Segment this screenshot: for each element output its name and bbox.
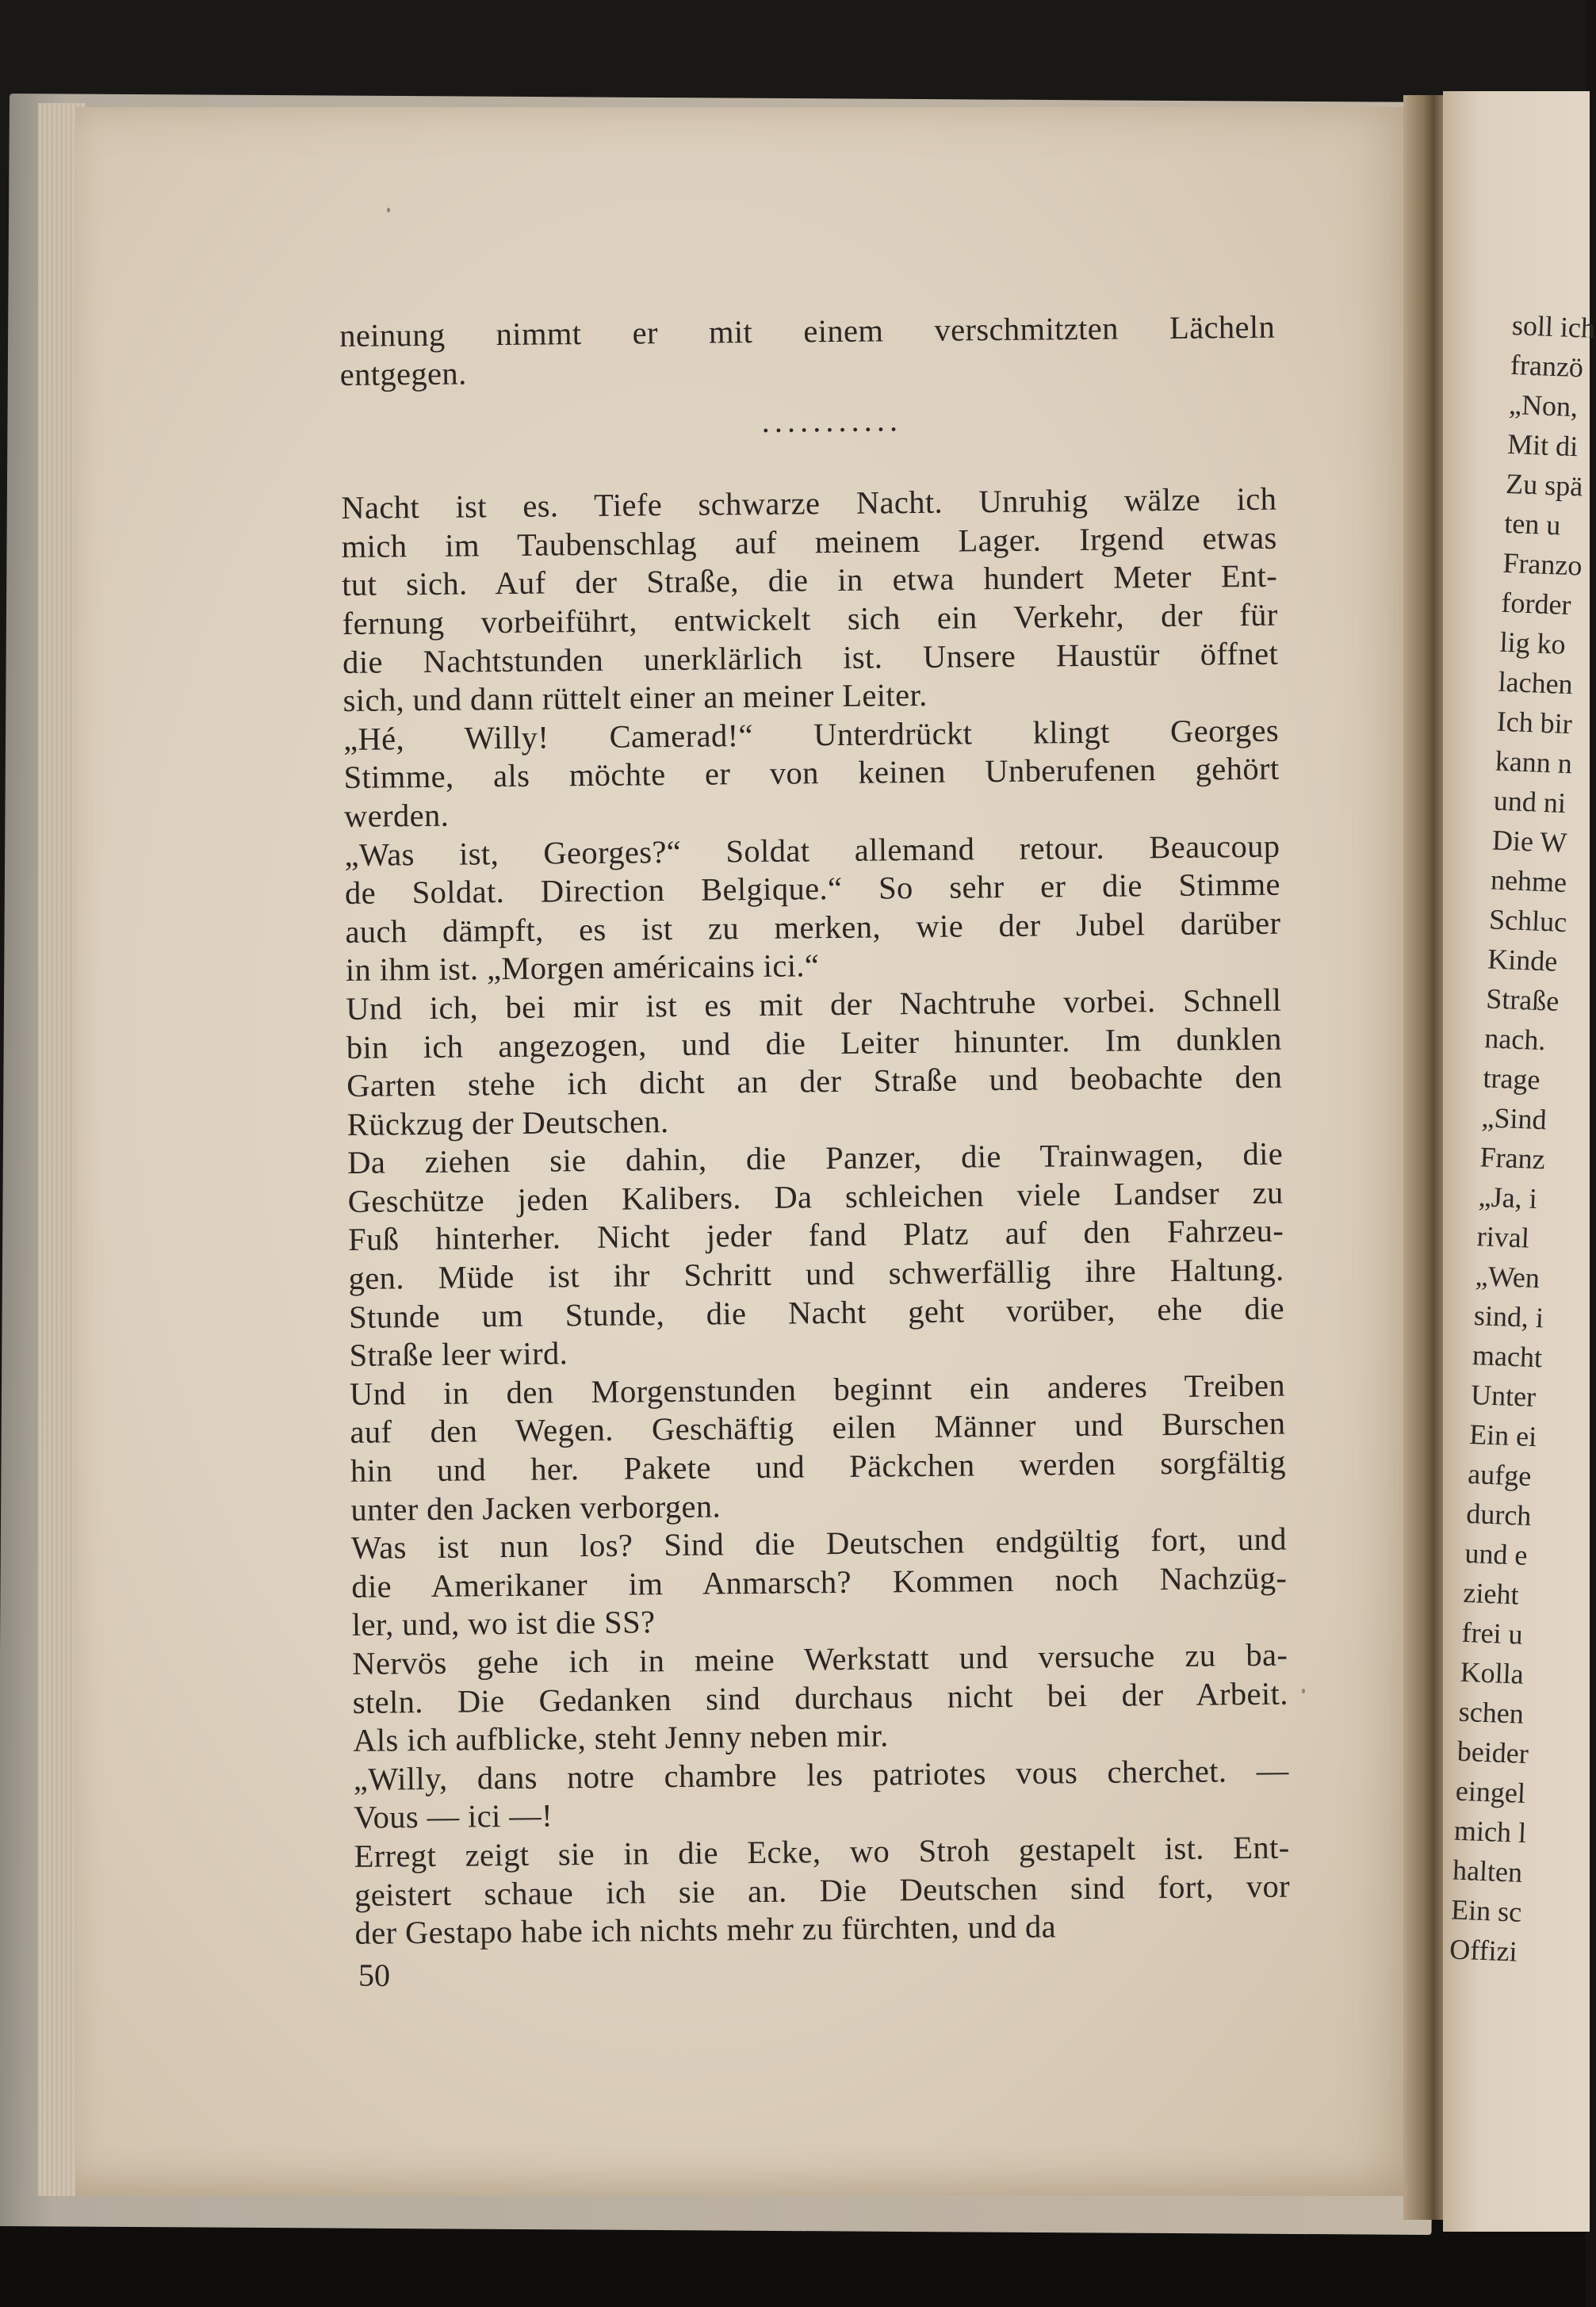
text-line: „Was ist, Georges?“ Soldat allemand retour. Beaucoup — [344, 828, 1280, 873]
right-page-fragment: beider — [1456, 1735, 1529, 1770]
text-line: Da ziehen sie dahin, die Panzer, die Trainwagen, die — [347, 1135, 1284, 1181]
right-page-fragment: Zu spä — [1505, 467, 1584, 503]
right-page-fragment: „Ja, i — [1478, 1180, 1538, 1215]
text-line: Vous — ici —! — [353, 1797, 553, 1836]
right-page-fragment: Kolla — [1460, 1655, 1525, 1690]
right-page-fragment: Kinde — [1487, 943, 1559, 978]
text-line: fernung vorbeiführt, entwickelt sich ein Verkehr, der für — [342, 596, 1278, 641]
text-line: Erregt zeigt sie in die Ecke, wo Stroh gestapelt ist. Ent- — [354, 1829, 1290, 1874]
text-line: werden. — [343, 797, 450, 834]
right-page-fragment: eingel — [1455, 1774, 1526, 1809]
text-line: de Soldat. Direction Belgique.“ So sehr er die Stimme — [344, 866, 1281, 912]
page-number: 50 — [358, 1957, 390, 1993]
text-line: die Nachtstunden unerklärlich ist. Unsere Haustür öffnet — [342, 635, 1279, 680]
text-line: Stunde um Stunde, die Nacht geht vorüber, ehe die — [348, 1290, 1285, 1335]
text-line: unter den Jacken verborgen. — [350, 1488, 721, 1528]
right-page-fragment: trage — [1482, 1062, 1541, 1096]
right-page-fragment: franzö — [1510, 348, 1584, 384]
text-line: bin ich angezogen, und die Leiter hinunter. Im dunklen — [346, 1020, 1283, 1066]
right-page-fragment: „Wen — [1475, 1260, 1541, 1295]
right-page-fragment: Mit di — [1506, 427, 1579, 463]
right-page-fragment: kann n — [1495, 744, 1573, 780]
text-line: „Hé, Willy! Camerad!“ Unterdrückt klingt Georges — [343, 712, 1280, 757]
text-line: Garten stehe ich dicht an der Straße und beobachte den — [346, 1058, 1283, 1104]
right-page-fragment: lachen — [1497, 665, 1574, 701]
text-line: Nacht ist es. Tiefe schwarze Nacht. Unruhig wälze ich — [341, 480, 1277, 526]
right-page-fragment: ten u — [1503, 507, 1562, 541]
right-page-fragment: schen — [1458, 1695, 1525, 1730]
right-page-fragment: zieht — [1462, 1576, 1520, 1611]
right-page-fragment: mich l — [1453, 1814, 1527, 1850]
text-line: Und in den Morgenstunden beginnt ein anderes Treiben — [349, 1367, 1286, 1412]
right-page-fragment: durch — [1465, 1497, 1533, 1532]
right-page-fragment: und ni — [1493, 784, 1567, 820]
right-page-fragment: halten — [1452, 1854, 1523, 1888]
text-line: Rückzug der Deutschen. — [346, 1103, 669, 1142]
text-line: Straße leer wird. — [349, 1335, 568, 1374]
left-page-text — [339, 308, 1291, 1953]
right-page-fragment: soll ich — [1511, 308, 1596, 344]
right-page-fragment: nach. — [1483, 1022, 1547, 1057]
right-page-fragment: Ich bir — [1496, 705, 1573, 740]
right-page-fragment: Franz — [1479, 1141, 1546, 1176]
text-line: Was ist nun los? Sind die Deutschen endgültig fort, und — [350, 1521, 1288, 1567]
text-line: Geschütze jeden Kalibers. Da schleichen viele Landser zu — [347, 1174, 1284, 1219]
text-line: tut sich. Auf der Straße, die in etwa hundert Meter Ent- — [342, 558, 1278, 603]
text-line: hin und her. Pakete und Päckchen werden sorgfältig — [350, 1444, 1287, 1489]
text-line: neinung nimmt er mit einem verschmitzten Lächeln — [339, 308, 1276, 354]
text-line: mich im Taubenschlag auf meinem Lager. Irgend etwas — [341, 519, 1277, 564]
right-page-fragment: Unter — [1470, 1379, 1537, 1414]
paper-speck — [387, 208, 390, 212]
right-page-fragment: sind, i — [1473, 1299, 1544, 1334]
right-page-fragment: rival — [1476, 1220, 1530, 1254]
body-paragraphs — [341, 480, 1291, 1953]
right-page-fragment: Franzo — [1502, 546, 1583, 582]
right-page-fragment: macht — [1472, 1339, 1543, 1374]
right-page-fragment: nehme — [1490, 863, 1567, 899]
right-page-fragment: Die W — [1491, 824, 1568, 859]
right-page-fragment: Ein sc — [1450, 1893, 1522, 1928]
right-page-fragment: aufge — [1467, 1457, 1533, 1492]
right-page-fragment: Straße — [1485, 982, 1560, 1017]
text-line: steln. Die Gedanken sind durchaus nicht bei der Arbeit. — [352, 1675, 1288, 1720]
right-page-fragment: und e — [1464, 1536, 1529, 1571]
text-line: der Gestapo habe ich nichts mehr zu fürchten, und da — [354, 1908, 1057, 1952]
book-gutter — [1403, 95, 1447, 2220]
text-line: Fuß hinterher. Nicht jeder fand Platz auf den Fahrzeu- — [347, 1213, 1284, 1258]
right-page-fragment: Ein ei — [1468, 1417, 1537, 1453]
right-page-fragment: lig ko — [1498, 626, 1567, 660]
text-line: „Willy, dans notre chambre les patriotes vous cherchet. — — [353, 1752, 1289, 1797]
right-page-fragment: Schluc — [1488, 903, 1567, 939]
text-line: geistert schaue ich sie an. Die Deutschen sind fort, vor — [354, 1868, 1291, 1913]
text-line: in ihm ist. „Morgen américains ici.“ — [345, 947, 820, 989]
text-line: entgegen. — [339, 355, 467, 392]
right-page-fragment: „Sind — [1480, 1101, 1548, 1136]
paper-speck — [1302, 1689, 1305, 1693]
right-page-fragment: „Non, — [1508, 388, 1579, 423]
right-page-fragment: forder — [1500, 586, 1572, 622]
text-line: die Amerikaner im Anmarsch? Kommen noch Nachzüg- — [351, 1559, 1288, 1605]
text-line: ler, und, wo ist die SS? — [351, 1604, 656, 1643]
text-line: Stimme, als möchte er von keinen Unberufenen gehört — [343, 750, 1280, 796]
text-line: Und ich, bei mir ist es mit der Nachtruhe vorbei. Schnell — [346, 981, 1282, 1027]
text-line: gen. Müde ist ihr Schritt und schwerfällig ihre Haltung. — [348, 1251, 1284, 1297]
right-page-fragment: Offizi — [1449, 1933, 1518, 1968]
text-line: Nervös gehe ich in meine Werkstatt und versuche zu ba- — [352, 1636, 1288, 1681]
text-line: sich, und dann rüttelt einer an meiner Leiter. — [343, 677, 928, 719]
text-line: auf den Wegen. Geschäftig eilen Männer und Burschen — [350, 1406, 1286, 1451]
right-page-fragment: frei u — [1460, 1616, 1524, 1651]
text-line: Als ich aufblicke, steht Jenny neben mir. — [353, 1717, 889, 1759]
text-line: auch dämpft, es ist zu merken, wie der Jubel darüber — [345, 905, 1281, 950]
section-break: ........... — [761, 402, 903, 440]
